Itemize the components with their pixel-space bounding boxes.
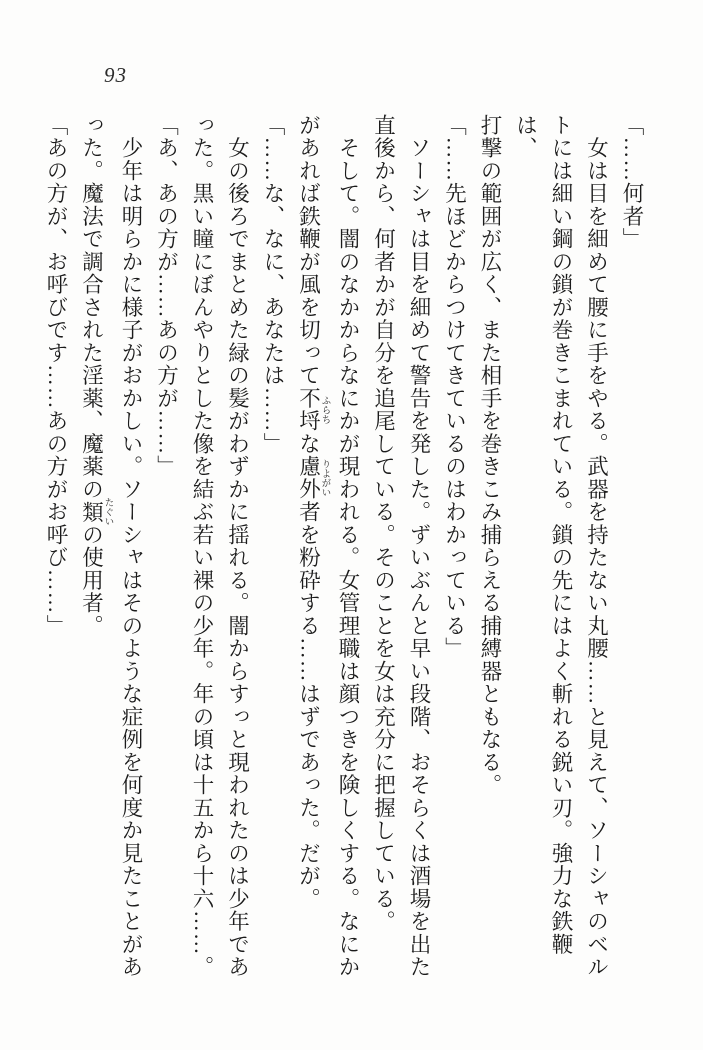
- text-line: があれば鉄鞭が風を切って不埒 ふらちな慮外 りよがい者を粉砕する……はずであった。だが。: [296, 114, 330, 911]
- ruby-annotated-word: 類 たぐい: [79, 497, 113, 527]
- text-block: [38, 114, 650, 988]
- text-line: そして。闇のなかからなにかが現われる。女管理職は顔つきを険しくする。なにか: [336, 114, 360, 979]
- text-line: 少年は明らかに様子がおかしい。ソーシャはそのような症例を何度か見たことがあ: [119, 114, 143, 979]
- text-line: 「……何者」: [620, 114, 644, 251]
- text-line: ソーシャは目を細めて警告を発した。ずいぶんと早い段階、おそらくは酒場を出た: [407, 114, 431, 979]
- page-number: 93: [104, 63, 127, 87]
- text-line: 「……先ほどからつけてきているのはわかっている」: [442, 114, 467, 660]
- ruby-annotated-word: 慮外 りよがい: [296, 455, 330, 501]
- ruby-annotated-word: 不埒 ふらち: [296, 387, 330, 433]
- text-line: った。黒い瞳にぼんやりとした像を結ぶ若い裸の少年。年の頃は十五から十六……。: [190, 114, 214, 979]
- text-line: 「あ、あの方が……あの方が……」: [154, 114, 179, 478]
- text-line: 「あの方が、お呼びです……あの方がお呼び……」: [44, 114, 68, 638]
- text-line: 打撃の範囲が広く、また相手を巻きこみ捕らえる捕縛器ともなる。: [478, 114, 502, 797]
- text-line: トには細い鋼の鎖が巻きこまれている。鎖の先にはよく斬れる鋭い刃。強力な鉄鞭は、: [513, 114, 573, 956]
- text-line: 女の後ろでまとめた緑の髪がわずかに揺れる。闇からすっと現われたのは少年であ: [225, 114, 250, 979]
- text-line: 女は目を細めて腰に手をやる。武器を持たない丸腰……と見えて、ソーシャのベル: [584, 114, 609, 979]
- text-line: 「……な、なに、あなたは……」: [261, 114, 285, 456]
- text-line: 直後から、何者かが自分を追尾している。そのことを女は充分に把握している。: [371, 114, 396, 933]
- text-line: った。魔法で調合された淫薬、魔薬の類 たぐいの使用者。: [79, 114, 113, 638]
